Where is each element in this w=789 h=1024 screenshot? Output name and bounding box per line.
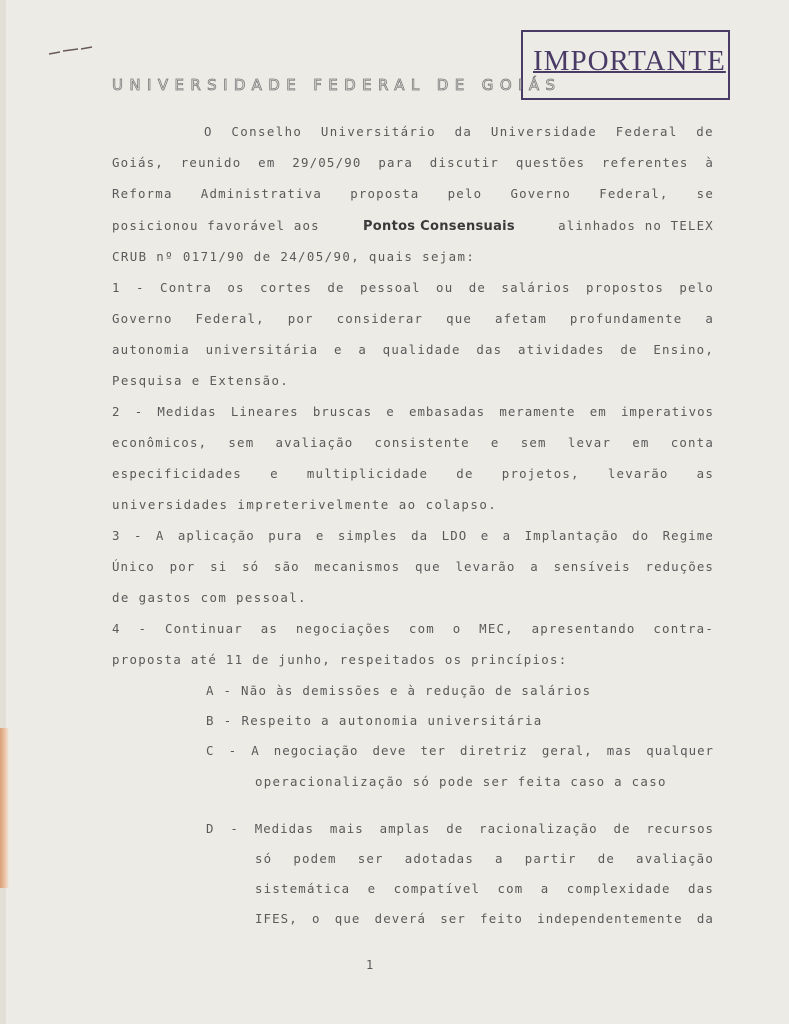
text-line: autonomia universitária e a qualidade das atividades de Ensino, bbox=[112, 342, 714, 357]
text-line: Único por si só são mecanismos que levarão a sensíveis reduções bbox=[112, 559, 714, 574]
page-number: 1 bbox=[366, 958, 374, 972]
text-line: 2 - Medidas Lineares bruscas e embasadas meramente em imperativos bbox=[112, 404, 714, 419]
pontos-consensuais-emphasis: Pontos Consensuais bbox=[362, 219, 515, 234]
paper-stain bbox=[0, 728, 9, 888]
principle-c-continued: operacionalização só pode ser feita caso a caso bbox=[255, 774, 667, 789]
text-line: CRUB nº 0171/90 de 24/05/90, quais sejam: bbox=[112, 249, 476, 264]
principle-b: B - Respeito a autonomia universitária bbox=[206, 713, 543, 728]
principle-a: A - Não às demissões e à redução de salários bbox=[206, 683, 592, 698]
stamp-label: IMPORTANTE bbox=[533, 45, 726, 77]
text-line: de gastos com pessoal. bbox=[112, 590, 307, 605]
principle-d-continued: só podem ser adotadas a partir de avaliação bbox=[255, 851, 714, 866]
principle-d-continued: IFES, o que deverá ser feito independentemente da bbox=[255, 911, 714, 926]
text-line: universidades impreterivelmente ao colapso. bbox=[112, 497, 498, 512]
principle-d: D - Medidas mais amplas de racionalização de recursos bbox=[206, 821, 714, 836]
text-line: Governo Federal, por considerar que afetam profundamente a bbox=[112, 311, 714, 326]
text-line: econômicos, sem avaliação consistente e sem levar em conta bbox=[112, 435, 714, 450]
text-line: proposta até 11 de junho, respeitados os princípios: bbox=[112, 652, 568, 667]
text-line: 4 - Continuar as negociações com o MEC, apresentando contra- bbox=[112, 621, 714, 636]
text-line-with-emphasis bbox=[112, 218, 714, 234]
text-line: Goiás, reunido em 29/05/90 para discutir questões referentes à bbox=[112, 155, 714, 170]
text-line: Pesquisa e Extensão. bbox=[112, 373, 290, 388]
text-line: 3 - A aplicação pura e simples da LDO e a Implantação do Regime bbox=[112, 528, 714, 543]
principle-c: C - A negociação deve ter diretriz geral, mas qualquer bbox=[206, 743, 714, 758]
principle-d-continued: sistemática e compatível com a complexidade das bbox=[255, 881, 714, 896]
text-segment: alinhados no TELEX bbox=[558, 218, 714, 233]
text-line: O Conselho Universitário da Universidade Federal de bbox=[204, 124, 714, 139]
text-segment: posicionou favorável aos bbox=[112, 218, 320, 233]
text-line: especificidades e multiplicidade de projetos, levarão as bbox=[112, 466, 714, 481]
text-line: Reforma Administrativa proposta pelo Governo Federal, se bbox=[112, 186, 714, 201]
text-line: 1 - Contra os cortes de pessoal ou de salários propostos pelo bbox=[112, 280, 714, 295]
university-header: UNIVERSIDADE FEDERAL DE GOIÁS bbox=[112, 76, 562, 94]
pen-mark-icon bbox=[48, 46, 94, 56]
